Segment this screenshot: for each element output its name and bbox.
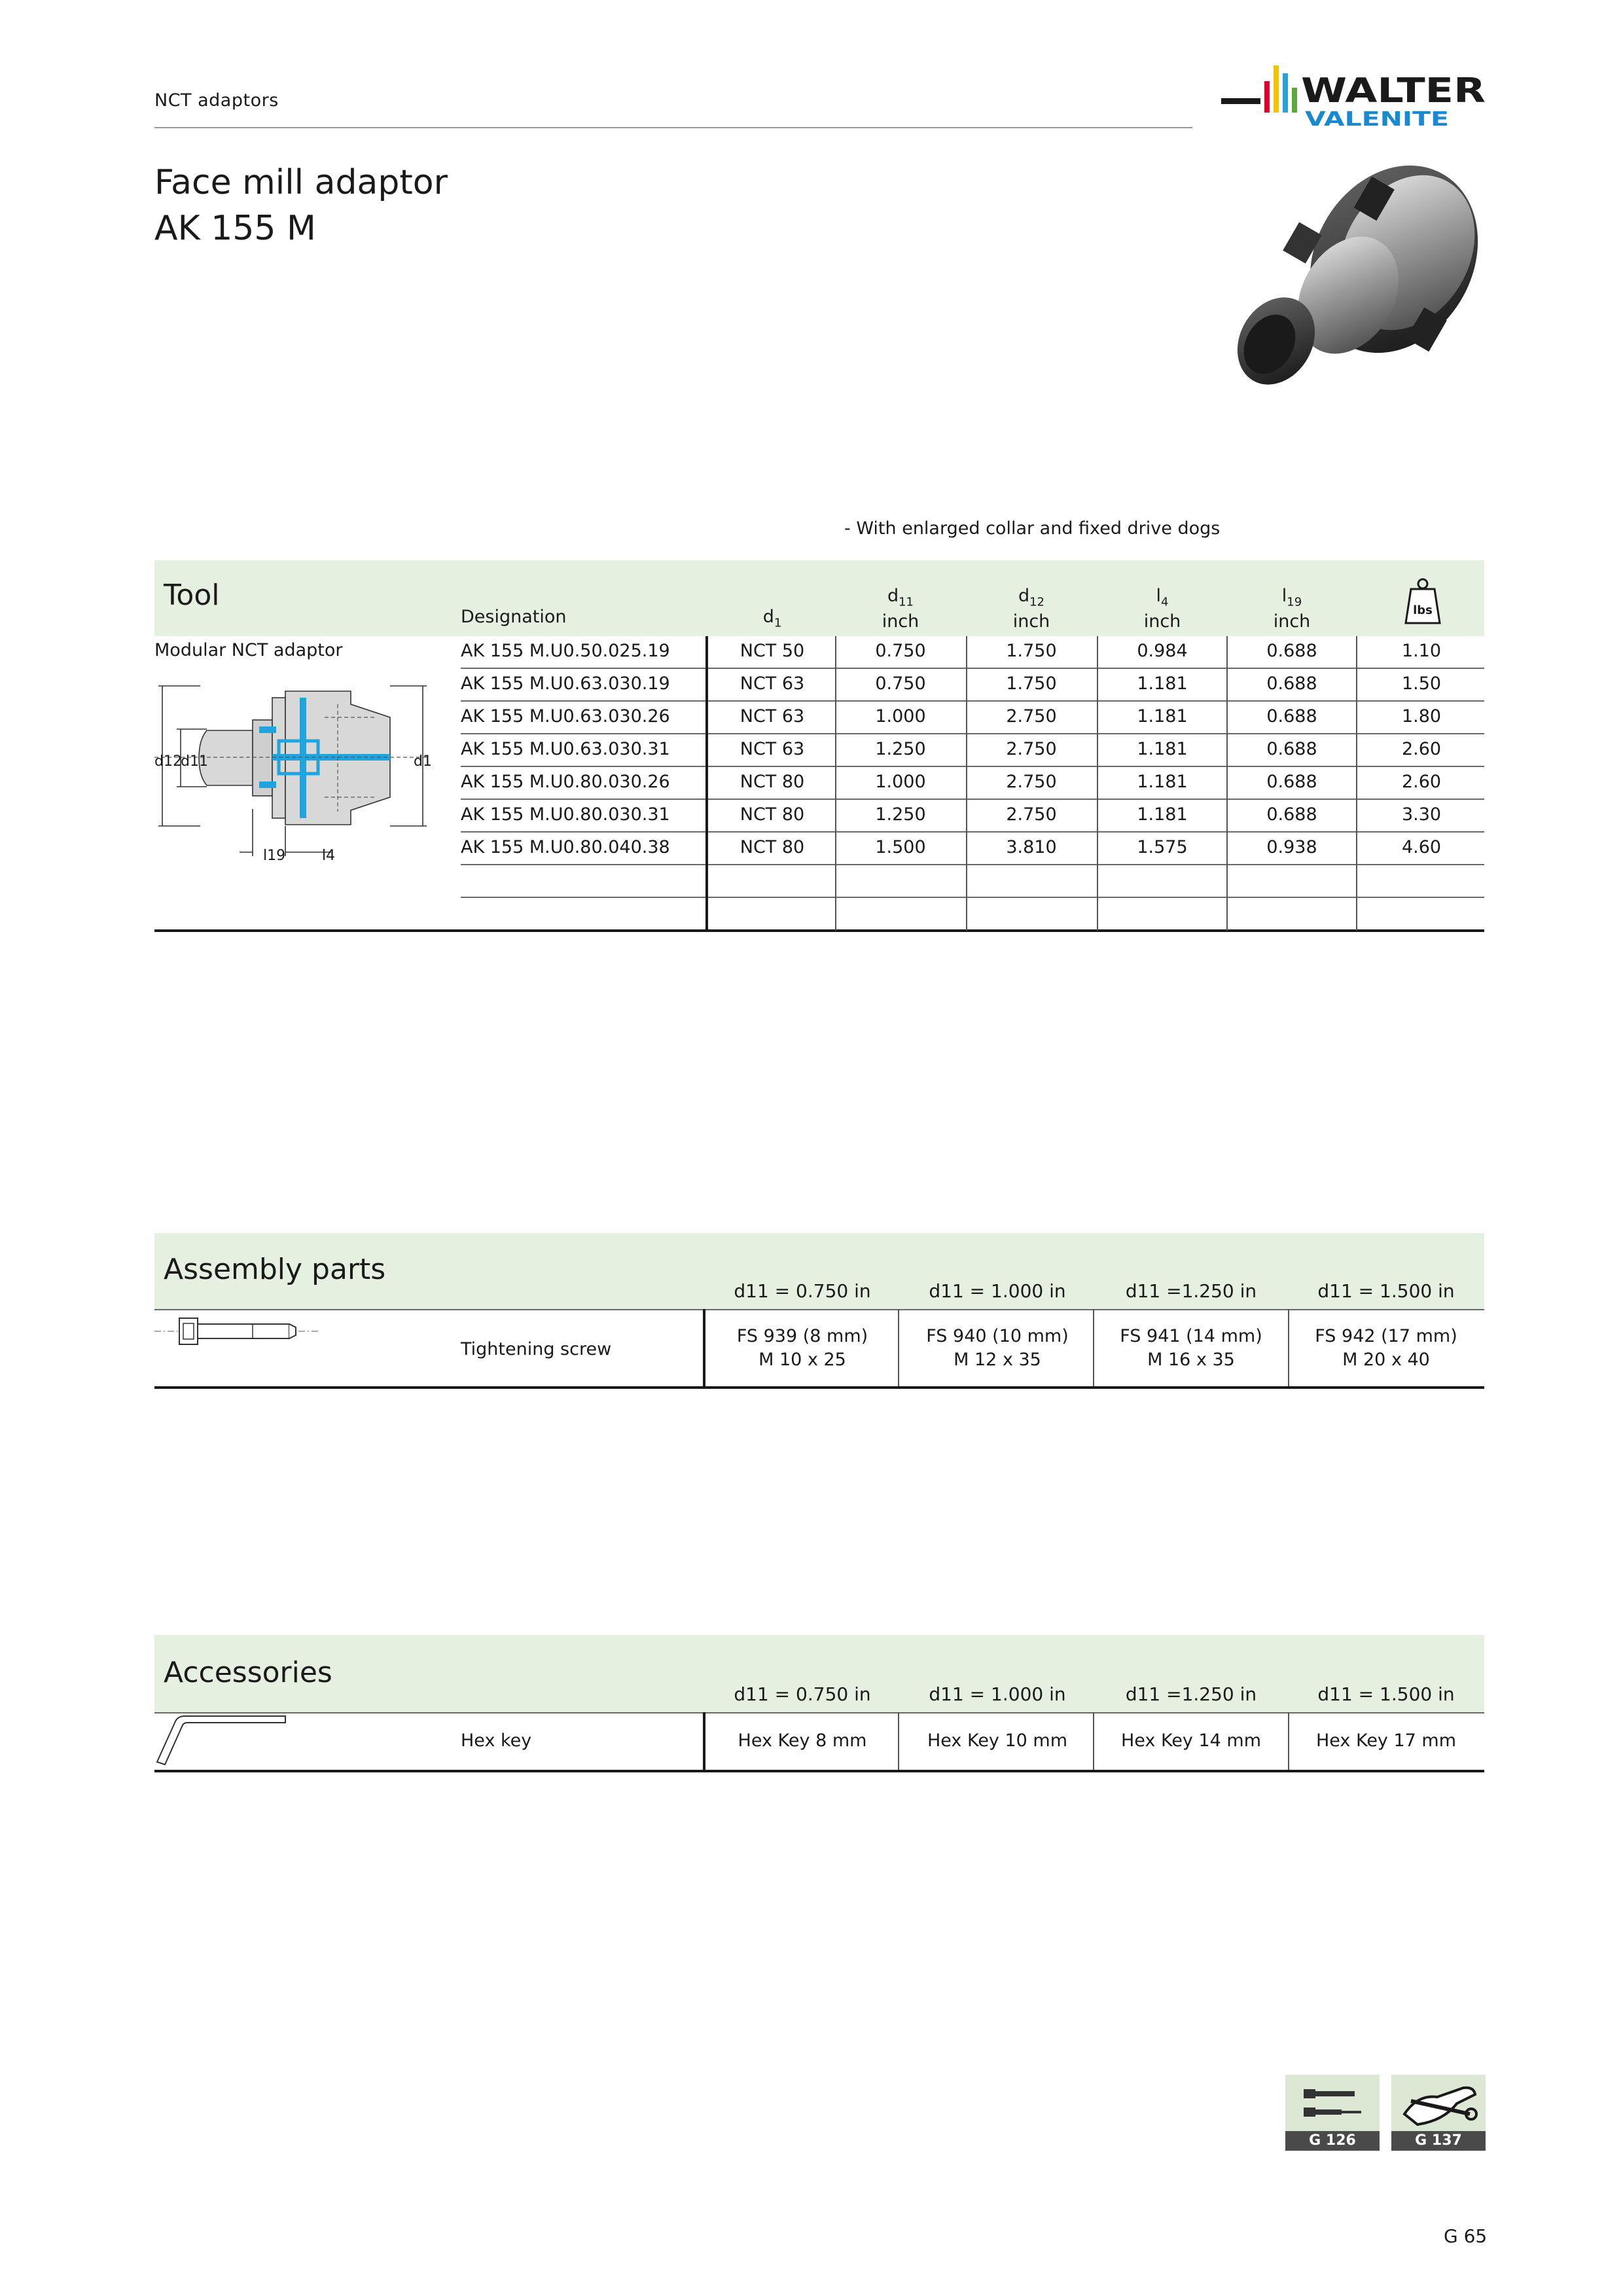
dim-l19: l19 — [263, 848, 286, 864]
cell-l4: 1.181 — [1137, 673, 1188, 694]
weight-icon — [1404, 577, 1441, 626]
accessories-cell-4: Hex Key 17 mm — [1315, 1731, 1457, 1751]
ref-tool-tile[interactable] — [1391, 2075, 1486, 2135]
cell-d11: 1.250 — [875, 739, 926, 759]
cell-d12: 1.750 — [1006, 641, 1057, 661]
accessories-cell-2: Hex Key 10 mm — [927, 1731, 1068, 1751]
accessories-col-divider — [898, 1712, 899, 1772]
col-divider — [1356, 636, 1357, 931]
cell-weight: 1.10 — [1401, 641, 1442, 661]
cell-l4: 1.181 — [1137, 804, 1188, 825]
col-divider — [966, 636, 967, 931]
cell-d12: 2.750 — [1006, 804, 1057, 825]
dim-d1: d1 — [414, 753, 432, 770]
cell-d12: 2.750 — [1006, 706, 1057, 726]
assembly-bottom-rule — [154, 1386, 1484, 1389]
feature-note: - With enlarged collar and fixed drive dogs — [844, 518, 1221, 539]
col-l4: $l_4$ inch — [1143, 586, 1181, 632]
ref-screw-tile[interactable] — [1285, 2075, 1380, 2135]
assembly-cell-4: FS 942 (17 mm) M 20 x 40 — [1315, 1326, 1457, 1370]
cell-l4: 1.181 — [1137, 706, 1188, 726]
row-divider — [461, 864, 1484, 865]
accessories-band-title: Accessories — [164, 1656, 332, 1689]
cell-d1: NCT 63 — [740, 673, 805, 694]
logo-walter-text: WALTER — [1301, 71, 1486, 111]
cell-d1: NCT 50 — [740, 641, 805, 661]
cell-d12: 3.810 — [1006, 837, 1057, 857]
assembly-cell-3: FS 941 (14 mm) M 16 x 35 — [1120, 1326, 1262, 1370]
dim-l4: l4 — [322, 848, 336, 864]
cell-designation: AK 155 M.U0.50.025.19 — [461, 641, 670, 661]
cell-l19: 0.688 — [1266, 673, 1317, 694]
col-divider — [705, 636, 708, 931]
page-title — [154, 160, 448, 251]
ref-tag-g137[interactable]: G 137 — [1391, 2131, 1486, 2151]
assembly-col-divider — [898, 1309, 899, 1388]
cell-d11: 0.750 — [875, 673, 926, 694]
dim-d12: d12 — [154, 753, 182, 770]
row-divider — [461, 700, 1484, 702]
cell-l4: 1.575 — [1137, 837, 1188, 857]
assembly-col-1: d11 = 0.750 in — [734, 1280, 871, 1302]
row-divider — [461, 668, 1484, 669]
cell-l19: 0.688 — [1266, 706, 1317, 726]
cell-d11: 1.500 — [875, 837, 926, 857]
accessories-col-4: d11 = 1.500 in — [1317, 1683, 1455, 1705]
assembly-band-title: Assembly parts — [164, 1253, 386, 1286]
col-divider — [1226, 636, 1228, 931]
row-divider — [461, 733, 1484, 734]
cell-designation: AK 155 M.U0.80.040.38 — [461, 837, 670, 857]
col-divider — [835, 636, 836, 931]
cell-weight: 1.50 — [1401, 673, 1442, 694]
cell-designation: AK 155 M.U0.80.030.26 — [461, 772, 670, 792]
cell-d11: 0.750 — [875, 641, 926, 661]
cell-designation: AK 155 M.U0.63.030.31 — [461, 739, 670, 759]
logo-valenite-text: VALENITE — [1305, 108, 1449, 131]
accessories-cell-1: Hex Key 8 mm — [738, 1731, 867, 1751]
cell-weight: 2.60 — [1401, 739, 1442, 759]
assembly-col-3: d11 =1.250 in — [1125, 1280, 1257, 1302]
assembly-col-4: d11 = 1.500 in — [1317, 1280, 1455, 1302]
accessories-col-2: d11 = 1.000 in — [929, 1683, 1066, 1705]
cell-d12: 2.750 — [1006, 739, 1057, 759]
cell-l19: 0.688 — [1266, 641, 1317, 661]
col-d11: $d_{11}$ inch — [882, 586, 919, 632]
assembly-col-2: d11 = 1.000 in — [929, 1280, 1066, 1302]
cell-d12: 1.750 — [1006, 673, 1057, 694]
title-line-1: Face mill adaptor — [154, 163, 448, 202]
cell-designation: AK 155 M.U0.80.030.31 — [461, 804, 670, 825]
cell-l4: 1.181 — [1137, 772, 1188, 792]
accessories-col-divider — [703, 1712, 705, 1772]
section-label: NCT adaptors — [154, 90, 279, 111]
col-divider — [1097, 636, 1098, 931]
cell-designation: AK 155 M.U0.63.030.19 — [461, 673, 670, 694]
cell-l4: 1.181 — [1137, 739, 1188, 759]
walter-valenite-logo — [1221, 62, 1489, 134]
header-rule — [154, 127, 1192, 128]
product-photo — [1198, 154, 1499, 410]
accessories-cell-3: Hex Key 14 mm — [1120, 1731, 1262, 1751]
accessories-item-label: Hex key — [461, 1731, 532, 1751]
assembly-cell-2: FS 940 (10 mm) M 12 x 35 — [926, 1326, 1069, 1370]
screw-icon — [154, 1313, 318, 1350]
cell-d1: NCT 80 — [740, 772, 805, 792]
cell-l19: 0.688 — [1266, 772, 1317, 792]
cell-d12: 2.750 — [1006, 772, 1057, 792]
assembly-cell-1: FS 939 (8 mm) M 10 x 25 — [736, 1326, 868, 1370]
cell-d1: NCT 80 — [740, 804, 805, 825]
dim-d11: d11 — [181, 753, 208, 770]
accessories-col-1: d11 = 0.750 in — [734, 1683, 871, 1705]
cell-l19: 0.688 — [1266, 739, 1317, 759]
col-l19: $l_{19}$ inch — [1273, 586, 1311, 632]
cell-weight: 3.30 — [1401, 804, 1442, 825]
row-divider — [461, 798, 1484, 800]
svg-text:lbs: lbs — [1413, 603, 1433, 617]
assembly-col-divider — [1288, 1309, 1289, 1388]
assembly-header-rule — [154, 1309, 1484, 1310]
accessories-col-divider — [1093, 1712, 1094, 1772]
tool-row-label: Modular NCT adaptor — [154, 640, 343, 660]
cell-d1: NCT 63 — [740, 739, 805, 759]
cell-weight: 1.80 — [1401, 706, 1442, 726]
cell-d1: NCT 63 — [740, 706, 805, 726]
cell-d11: 1.250 — [875, 804, 926, 825]
ref-tag-g126[interactable]: G 126 — [1285, 2131, 1380, 2151]
row-divider — [461, 766, 1484, 767]
assembly-col-divider — [1093, 1309, 1094, 1388]
page-number: G 65 — [1444, 2225, 1488, 2247]
cell-designation: AK 155 M.U0.63.030.26 — [461, 706, 670, 726]
accessories-col-3: d11 =1.250 in — [1125, 1683, 1257, 1705]
tool-band-title: Tool — [164, 579, 220, 612]
cell-l19: 0.688 — [1266, 804, 1317, 825]
title-line-2: AK 155 M — [154, 209, 316, 248]
row-divider — [461, 831, 1484, 833]
cell-weight: 2.60 — [1401, 772, 1442, 792]
screw-reference-icon — [1285, 2075, 1380, 2135]
col-designation: Designation — [461, 607, 567, 627]
col-d1: $d_1$ — [762, 607, 782, 630]
cell-l4: 0.984 — [1137, 641, 1188, 661]
cell-l19: 0.938 — [1266, 837, 1317, 857]
accessories-col-divider — [1288, 1712, 1289, 1772]
hex-key-icon — [154, 1713, 292, 1766]
adaptor-drawing — [154, 678, 436, 868]
row-divider — [461, 897, 1484, 898]
assembly-col-divider — [703, 1309, 705, 1388]
cell-d11: 1.000 — [875, 772, 926, 792]
hand-wrench-icon — [1391, 2075, 1486, 2135]
cell-weight: 4.60 — [1401, 837, 1442, 857]
cell-d1: NCT 80 — [740, 837, 805, 857]
table-bottom-rule — [154, 929, 1484, 932]
accessories-bottom-rule — [154, 1770, 1484, 1772]
cell-d11: 1.000 — [875, 706, 926, 726]
accessories-header-rule — [154, 1712, 1484, 1713]
assembly-item-label: Tightening screw — [461, 1339, 612, 1359]
col-d12: $d_{12}$ inch — [1012, 586, 1050, 632]
